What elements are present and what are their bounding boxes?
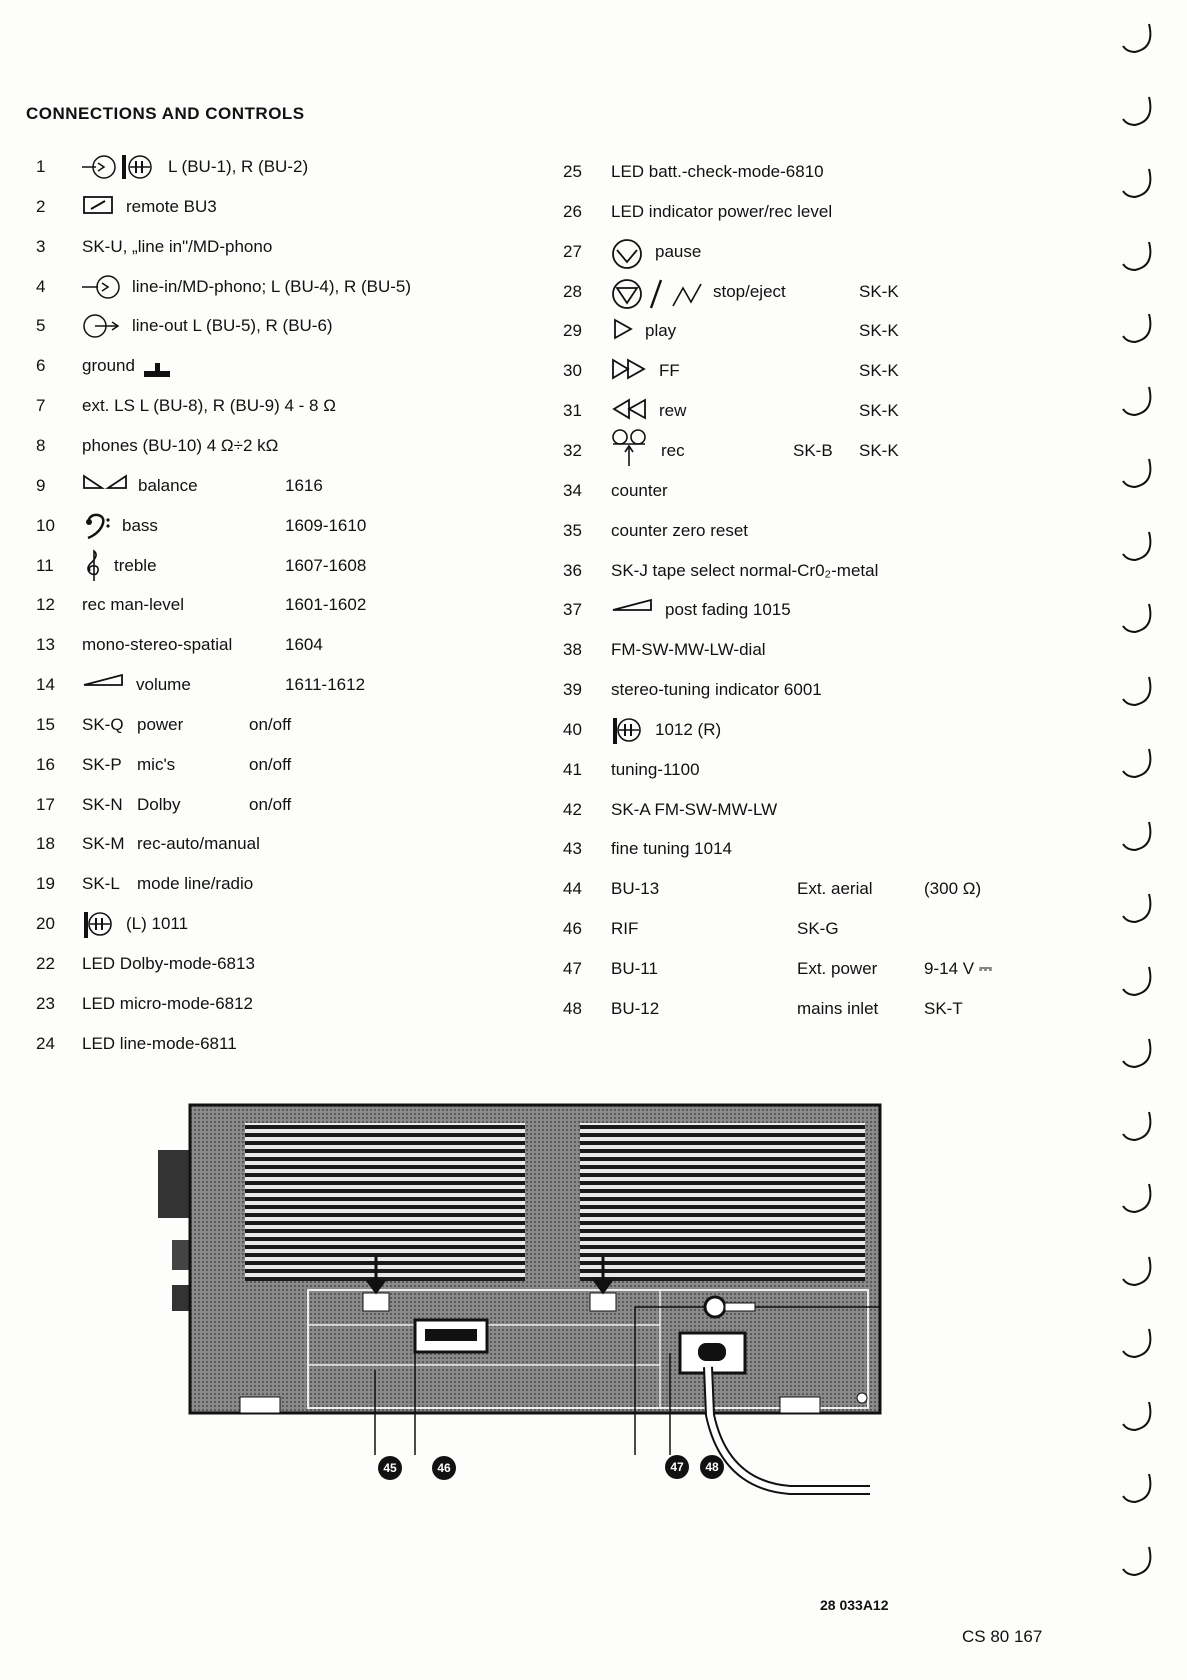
binder-ring xyxy=(1119,745,1159,790)
item-label: stop/eject xyxy=(713,281,786,301)
item-label: bass xyxy=(122,515,158,535)
connection-row xyxy=(563,476,1083,506)
item-number: 8 xyxy=(36,435,46,455)
binder-ring xyxy=(1119,673,1159,718)
fader-wedge-icon xyxy=(611,596,655,620)
item-label: 1012 (R) xyxy=(655,719,722,739)
connection-row xyxy=(563,795,1083,825)
item-number: 46 xyxy=(563,919,582,939)
item-number: 15 xyxy=(36,714,55,734)
connection-row xyxy=(563,436,1083,466)
item-number: 35 xyxy=(563,520,582,540)
item-number: 27 xyxy=(563,241,582,261)
item-number: 37 xyxy=(563,600,582,620)
item-label: SK-Q xyxy=(82,714,124,734)
connection-row xyxy=(36,869,516,899)
item-number: 28 xyxy=(563,281,582,301)
item-number: 26 xyxy=(563,201,582,221)
item-label: rew xyxy=(659,401,687,421)
connection-row xyxy=(563,595,1083,625)
item-number: 32 xyxy=(563,440,582,460)
item-label: SK-N xyxy=(82,794,123,814)
item-label: balance xyxy=(138,475,198,495)
item-label: phones (BU-10) 4 Ω÷2 kΩ xyxy=(82,435,279,455)
connection-row xyxy=(563,874,1083,904)
item-number: 42 xyxy=(563,799,582,819)
item-detail: mode line/radio xyxy=(137,874,254,894)
connection-row xyxy=(563,914,1083,944)
connection-row xyxy=(36,351,516,381)
bass-clef-icon xyxy=(82,512,112,536)
item-label: FF xyxy=(659,361,680,381)
connection-row xyxy=(36,590,516,620)
callout-45: 45 xyxy=(378,1456,402,1480)
item-number: 5 xyxy=(36,316,46,336)
item-label: LED Dolby-mode-6813 xyxy=(82,954,255,973)
binder-ring xyxy=(1119,1108,1159,1153)
item-label: SK-A FM-SW-MW-LW xyxy=(611,799,778,819)
item-label: BU-13 xyxy=(611,879,660,899)
binder-ring xyxy=(1119,1398,1159,1443)
connection-row xyxy=(36,391,516,421)
output-socket-icon xyxy=(82,312,122,336)
connection-row xyxy=(36,1029,516,1059)
binder-ring xyxy=(1119,1325,1159,1370)
binder-ring xyxy=(1119,310,1159,355)
binder-ring xyxy=(1119,1253,1159,1298)
stop-eject-icon xyxy=(611,278,703,302)
item-detail: Dolby xyxy=(137,794,181,814)
item-number: 11 xyxy=(36,555,54,575)
item-detail: Ext. aerial xyxy=(797,879,873,899)
item-detail: 1611-1612 xyxy=(285,675,366,695)
foot xyxy=(780,1397,820,1413)
item-number: 2 xyxy=(36,196,46,216)
connection-row xyxy=(36,511,516,541)
item-label: line-in/MD-phono; L (BU-4), R (BU-5) xyxy=(132,276,411,296)
input-socket-icon xyxy=(82,273,122,297)
connection-row xyxy=(563,954,1083,984)
connection-row xyxy=(36,471,516,501)
item-label: volume xyxy=(136,675,191,695)
item-number: 40 xyxy=(563,719,582,739)
item-number: 16 xyxy=(36,754,55,774)
item-label: line-out L (BU-5), R (BU-6) xyxy=(132,316,333,336)
binder-ring xyxy=(1119,455,1159,500)
connection-row xyxy=(563,316,1083,346)
mic-socket-icon xyxy=(82,910,116,934)
item-detail: 1604 xyxy=(285,635,323,655)
item-label: LED micro-mode-6812 xyxy=(82,993,254,1013)
connection-row xyxy=(36,750,516,780)
item-number: 31 xyxy=(563,401,582,421)
item-number: 43 xyxy=(563,839,582,859)
binder-ring xyxy=(1119,93,1159,138)
item-label: BU-12 xyxy=(611,998,660,1018)
page-title: CONNECTIONS AND CONTROLS xyxy=(26,104,305,123)
item-label: counter xyxy=(611,480,668,500)
item-number: 34 xyxy=(563,480,582,500)
connection-row xyxy=(563,237,1083,267)
callout-46: 46 xyxy=(432,1456,456,1480)
item-number: 30 xyxy=(563,361,582,381)
balance-icon xyxy=(82,472,128,496)
drawing-reference: 28 033A12 xyxy=(820,1597,889,1613)
item-number: 41 xyxy=(563,759,582,779)
connection-row xyxy=(563,635,1083,665)
connection-row xyxy=(563,675,1083,705)
item-detail: Ext. power xyxy=(797,959,878,978)
connection-row xyxy=(563,715,1083,745)
binder-ring xyxy=(1119,1180,1159,1225)
item-label: BU-11 xyxy=(611,959,658,978)
connection-row xyxy=(563,396,1083,426)
item-label: mono-stereo-spatial xyxy=(82,635,233,655)
fast-forward-icon xyxy=(611,357,649,381)
connection-row xyxy=(36,431,516,461)
item-number: 10 xyxy=(36,515,55,535)
item-label: L (BU-1), R (BU-2) xyxy=(168,157,309,176)
item-detail: 1609-1610 xyxy=(285,515,367,535)
item-label: SK-M xyxy=(82,834,125,854)
connection-row xyxy=(36,829,516,859)
foot xyxy=(240,1397,280,1413)
binder-ring xyxy=(1119,1543,1159,1588)
item-number: 9 xyxy=(36,475,46,495)
binder-ring xyxy=(1119,528,1159,573)
binder-ring xyxy=(1119,383,1159,428)
binder-ring xyxy=(1119,1035,1159,1080)
item-switch: 9-14 V ⎓ xyxy=(924,959,993,978)
item-number: 36 xyxy=(563,560,582,580)
item-number: 1 xyxy=(36,157,46,176)
item-number: 48 xyxy=(563,998,582,1018)
item-label: counter zero reset xyxy=(611,520,749,540)
connection-row xyxy=(36,670,516,700)
item-label: LED indicator power/rec level xyxy=(611,201,833,221)
item-number: 29 xyxy=(563,321,582,341)
item-label: SK-P xyxy=(82,754,122,774)
side-knob xyxy=(158,1150,190,1218)
item-number: 23 xyxy=(36,993,55,1013)
item-label: post fading 1015 xyxy=(665,600,791,620)
connection-row xyxy=(563,157,1083,187)
document-reference: CS 80 167 xyxy=(962,1627,1043,1646)
connection-row xyxy=(563,277,1083,307)
connection-row xyxy=(36,272,516,302)
item-label: tuning-1100 xyxy=(611,759,700,779)
item-label: LED batt.-check-mode-6810 xyxy=(611,162,824,181)
connection-row xyxy=(36,311,516,341)
item-number: 18 xyxy=(36,834,55,854)
item-number: 19 xyxy=(36,874,55,894)
latch-left xyxy=(363,1293,389,1311)
side-jack xyxy=(172,1240,190,1270)
connection-row xyxy=(563,834,1083,864)
connection-row xyxy=(36,232,516,262)
rear-panel-drawing xyxy=(150,1085,910,1545)
item-label: SK-L xyxy=(82,874,120,894)
side-jack xyxy=(172,1285,190,1311)
item-number: 44 xyxy=(563,879,582,899)
binder-ring xyxy=(1119,600,1159,645)
item-label: rec man-level xyxy=(82,595,185,615)
item-state: on/off xyxy=(249,794,292,814)
item-detail: rec-auto/manual xyxy=(137,834,260,854)
item-state: on/off xyxy=(249,714,292,734)
item-label: RIF xyxy=(611,919,639,939)
callout-47: 47 xyxy=(665,1455,689,1479)
item-number: 14 xyxy=(36,675,55,695)
item-switch: SK-K xyxy=(859,281,899,301)
latch-right xyxy=(590,1293,616,1311)
item-number: 38 xyxy=(563,640,582,660)
item-number: 47 xyxy=(563,959,582,978)
speaker-grille-right xyxy=(580,1123,865,1281)
binder-ring xyxy=(1119,890,1159,935)
connection-row xyxy=(563,556,1083,586)
item-detail: mic's xyxy=(137,754,176,774)
item-state: on/off xyxy=(249,754,292,774)
item-label: LED line-mode-6811 xyxy=(82,1033,237,1053)
item-detail: SK-B xyxy=(793,440,833,460)
item-label: SK-U, „line in"/MD-phono xyxy=(82,236,273,256)
item-number: 22 xyxy=(36,954,55,973)
connection-row xyxy=(563,197,1083,227)
connection-row xyxy=(36,551,516,581)
item-label: pause xyxy=(655,241,702,261)
connection-row xyxy=(36,989,516,1019)
item-number: 12 xyxy=(36,595,55,615)
binder-ring xyxy=(1119,20,1159,65)
binder-ring xyxy=(1119,1470,1159,1515)
connection-row xyxy=(563,516,1083,546)
item-switch: (300 Ω) xyxy=(924,879,982,899)
volume-wedge-icon xyxy=(82,671,126,695)
binder-ring xyxy=(1119,238,1159,283)
pause-icon xyxy=(611,238,645,262)
ground-icon xyxy=(144,359,170,389)
connection-row xyxy=(563,994,1083,1024)
item-switch: SK-K xyxy=(859,361,899,381)
record-icon xyxy=(611,428,651,452)
item-label: treble xyxy=(114,555,157,575)
remote-socket-icon xyxy=(82,193,116,217)
item-number: 6 xyxy=(36,356,46,376)
binder-ring xyxy=(1119,165,1159,210)
item-number: 7 xyxy=(36,396,46,416)
connection-row xyxy=(36,152,516,182)
binder-ring xyxy=(1119,818,1159,863)
item-number: 3 xyxy=(36,236,46,256)
connection-row xyxy=(36,949,516,979)
item-number: 39 xyxy=(563,680,582,700)
connection-row xyxy=(36,710,516,740)
item-detail: mains inlet xyxy=(797,998,879,1018)
item-detail: power xyxy=(137,714,184,734)
item-label: ext. LS L (BU-8), R (BU-9) 4 - 8 Ω xyxy=(82,396,336,416)
item-number: 24 xyxy=(36,1033,55,1053)
item-label: fine tuning 1014 xyxy=(611,839,732,859)
socket-input-and-mic-icon xyxy=(82,153,158,177)
item-label: (L) 1011 xyxy=(126,914,189,934)
connection-row xyxy=(36,192,516,222)
speaker-grille-left xyxy=(245,1123,525,1281)
item-label: remote BU3 xyxy=(126,196,217,216)
rewind-icon xyxy=(611,397,649,421)
item-detail: SK-G xyxy=(797,919,839,939)
item-detail: 1601-1602 xyxy=(285,595,367,615)
connection-row xyxy=(563,356,1083,386)
connection-row xyxy=(36,790,516,820)
item-switch: SK-K xyxy=(859,401,899,421)
mic-socket-icon xyxy=(611,716,645,740)
treble-clef-icon xyxy=(82,549,104,573)
item-detail: 1616 xyxy=(285,475,323,495)
item-label: play xyxy=(645,321,677,341)
dc-socket xyxy=(705,1297,725,1317)
item-switch: SK-K xyxy=(859,321,899,341)
item-number: 17 xyxy=(36,794,55,814)
item-switch: SK-K xyxy=(859,440,899,460)
connection-row xyxy=(563,755,1083,785)
binder-ring xyxy=(1119,963,1159,1008)
callout-48: 48 xyxy=(700,1455,724,1479)
item-switch: SK-T xyxy=(924,998,963,1018)
connection-row xyxy=(36,630,516,660)
play-icon xyxy=(611,317,635,341)
item-label: rec xyxy=(661,440,685,460)
item-label: SK-J tape select normal-Cr0₂-metal xyxy=(611,560,879,580)
item-number: 4 xyxy=(36,276,46,296)
item-number: 25 xyxy=(563,162,582,181)
item-label: stereo-tuning indicator 6001 xyxy=(611,680,822,700)
item-label: FM-SW-MW-LW-dial xyxy=(611,640,766,660)
item-label: ground xyxy=(82,356,135,376)
item-number: 20 xyxy=(36,914,55,934)
item-number: 13 xyxy=(36,635,55,655)
connection-row xyxy=(36,909,516,939)
item-detail: 1607-1608 xyxy=(285,555,367,575)
